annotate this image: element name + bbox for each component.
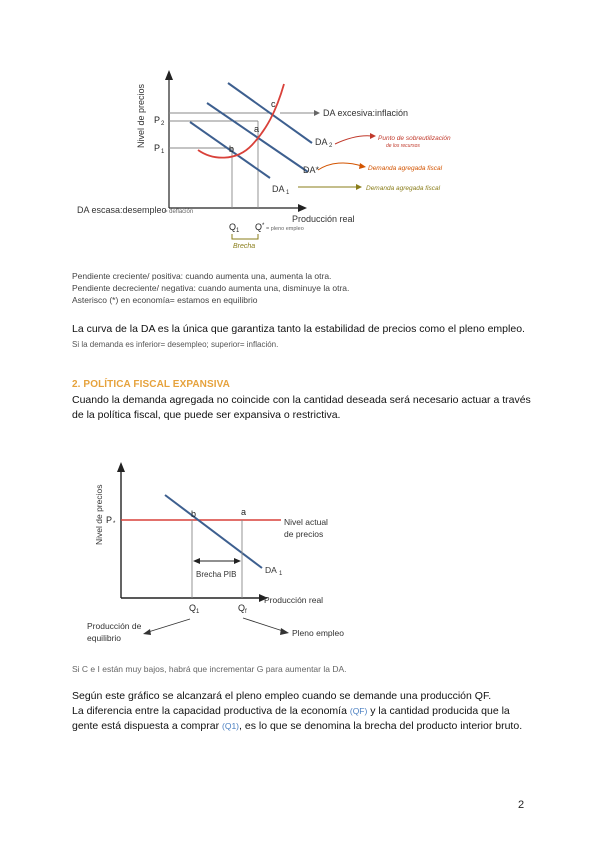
fig1-p2-sub: 2 xyxy=(161,121,165,127)
fig2-q1-label: Q xyxy=(189,603,197,613)
fig2-eq-arrowhead xyxy=(143,629,151,635)
fig1-hand-arrow-1 xyxy=(335,136,372,144)
fig1-hand-arrowhead-2 xyxy=(359,163,366,169)
fig1-da2-sub: 2 xyxy=(329,143,333,149)
fig2-brecha-arrowhead-left xyxy=(193,558,200,564)
fig1-hand-arrow-2 xyxy=(318,163,362,170)
paragraph-full-employment-part-b: y la cantidad producida que la gente está dispuesta a comprar xyxy=(72,705,510,732)
fig2-eq-arrow xyxy=(145,619,190,633)
fig2-da1-label: DA xyxy=(265,565,277,575)
fig2-p-sub: * xyxy=(113,521,116,527)
fig2-pleno-arrowhead xyxy=(280,628,289,635)
paragraph-full-employment-part-a: La diferencia entre la capacidad productiva de la economía xyxy=(72,705,350,717)
fig1-scarce-label: DA escasa:desempleo xyxy=(77,205,167,215)
paragraph-fiscal-policy: Cuando la demanda agregada no coincide con la cantidad deseada será necesario actuar a través de la política fiscal, que puede ser expansiva o restrictiva. xyxy=(72,394,531,421)
fig1-qstar-label: Q xyxy=(255,222,263,232)
fig2-da1-line xyxy=(165,495,262,568)
fig1-da1-label: DA xyxy=(272,184,285,194)
note-line-2: Pendiente decreciente/ negativa: cuando aumenta una, disminuye la otra. xyxy=(72,283,350,293)
note-line-1: Pendiente creciente/ positiva: cuando aumenta una, aumenta la otra. xyxy=(72,271,332,281)
fig2-y-axis-label: Nivel de precios xyxy=(94,484,104,545)
fig2-nivel-actual-2: de precios xyxy=(284,529,324,539)
fig1-p1-label: P xyxy=(154,143,161,153)
fig2-brecha-label: Brecha PIB xyxy=(196,570,237,579)
fig1-da2-label: DA xyxy=(315,137,328,147)
fig1-hand-note-2: Demanda agregada fiscal xyxy=(368,165,443,172)
figure-fiscal-gap xyxy=(0,455,600,660)
fig1-excess-arrowhead xyxy=(314,110,320,116)
fig1-q1-label: Q xyxy=(229,222,237,232)
fig1-point-b: b xyxy=(229,144,235,154)
fig2-pleno-arrow xyxy=(243,618,286,632)
fig1-qstar-sub: * xyxy=(262,223,265,229)
fig1-point-c: c xyxy=(271,99,276,109)
page-number: 2 xyxy=(518,799,525,811)
fig2-x-axis-label: Producción real xyxy=(264,595,324,605)
paragraph-da-curve-main: La curva de la DA es la única que garantiza tanto la estabilidad de precios como el pleno empleo. xyxy=(72,323,525,335)
paragraph-da-curve-aside: Si la demanda es inferior= desempleo; superior= inflación. xyxy=(72,340,279,349)
fig2-point-a: a xyxy=(241,507,247,517)
paragraph-full-employment-part-c: , es lo que se denomina la brecha del producto interior bruto. xyxy=(239,720,523,732)
fig1-point-a: a xyxy=(254,124,260,134)
q1-tag: (Q1) xyxy=(222,721,240,731)
fig1-q1-sub: 1 xyxy=(236,228,240,234)
fig1-da-star-label: DA* xyxy=(303,165,320,175)
fig2-point-b: b xyxy=(191,509,197,519)
fig2-prod-eq-2: equilibrio xyxy=(87,633,122,643)
paragraph-da-curve xyxy=(72,322,532,352)
fig1-p1-sub: 1 xyxy=(161,149,165,155)
fig2-da1-sub: 1 xyxy=(279,571,283,577)
paragraph-full-employment xyxy=(72,689,532,734)
fig1-p2-label: P xyxy=(154,115,161,125)
fig1-x-arrow xyxy=(298,204,307,212)
fig1-brecha-label: Brecha xyxy=(233,243,256,250)
fig2-brecha-arrowhead-right xyxy=(234,558,241,564)
section-heading: 2. POLÍTICA FISCAL EXPANSIVA xyxy=(72,379,231,390)
paragraph-full-employment-line1: Según este gráfico se alcanzará el pleno empleo cuando se demande una producción QF. xyxy=(72,690,492,702)
fig1-hand-arrowhead-3 xyxy=(356,184,362,190)
fig2-p-label: P xyxy=(106,515,113,525)
fig1-brecha-bracket xyxy=(232,234,258,239)
fig2-qf-label: Q xyxy=(238,603,246,613)
fig1-excess-label: DA excesiva:inflación xyxy=(323,108,409,118)
fig1-qstar-note: = pleno empleo xyxy=(266,226,304,232)
figure-aggregate-demand-1 xyxy=(0,0,600,265)
figure2-caption: Si C e I están muy bajos, habrá que incrementar G para aumentar la DA. xyxy=(72,664,347,674)
fig1-y-arrow xyxy=(165,70,173,80)
qf-tag: (QF) xyxy=(349,706,368,716)
fig2-qf-sub: f xyxy=(245,609,247,615)
fig1-scarce-sub: = deflación xyxy=(164,209,194,215)
fig2-prod-eq-1: Producción de xyxy=(87,621,142,631)
fig2-y-arrow xyxy=(117,462,125,472)
fig2-pleno-empleo: Pleno empleo xyxy=(292,628,344,638)
fig1-hand-note-3: Demanda agregada fiscal xyxy=(366,185,441,192)
fig1-hand-note-1b: de los recursos xyxy=(386,143,420,149)
fig1-x-axis-label: Producción real xyxy=(292,214,355,224)
fig1-y-axis-label: Nivel de precios xyxy=(136,83,146,148)
fig2-nivel-actual-1: Nivel actual xyxy=(284,517,328,527)
fig1-hand-arrowhead-1 xyxy=(370,133,376,139)
fig1-hand-note-1: Punto de sobreutilización xyxy=(378,135,451,142)
fig2-q1-sub: 1 xyxy=(196,609,200,615)
fig1-da1-sub: 1 xyxy=(286,190,290,196)
note-line-3: Asterisco (*) en economía= estamos en equilibrio xyxy=(72,295,258,305)
